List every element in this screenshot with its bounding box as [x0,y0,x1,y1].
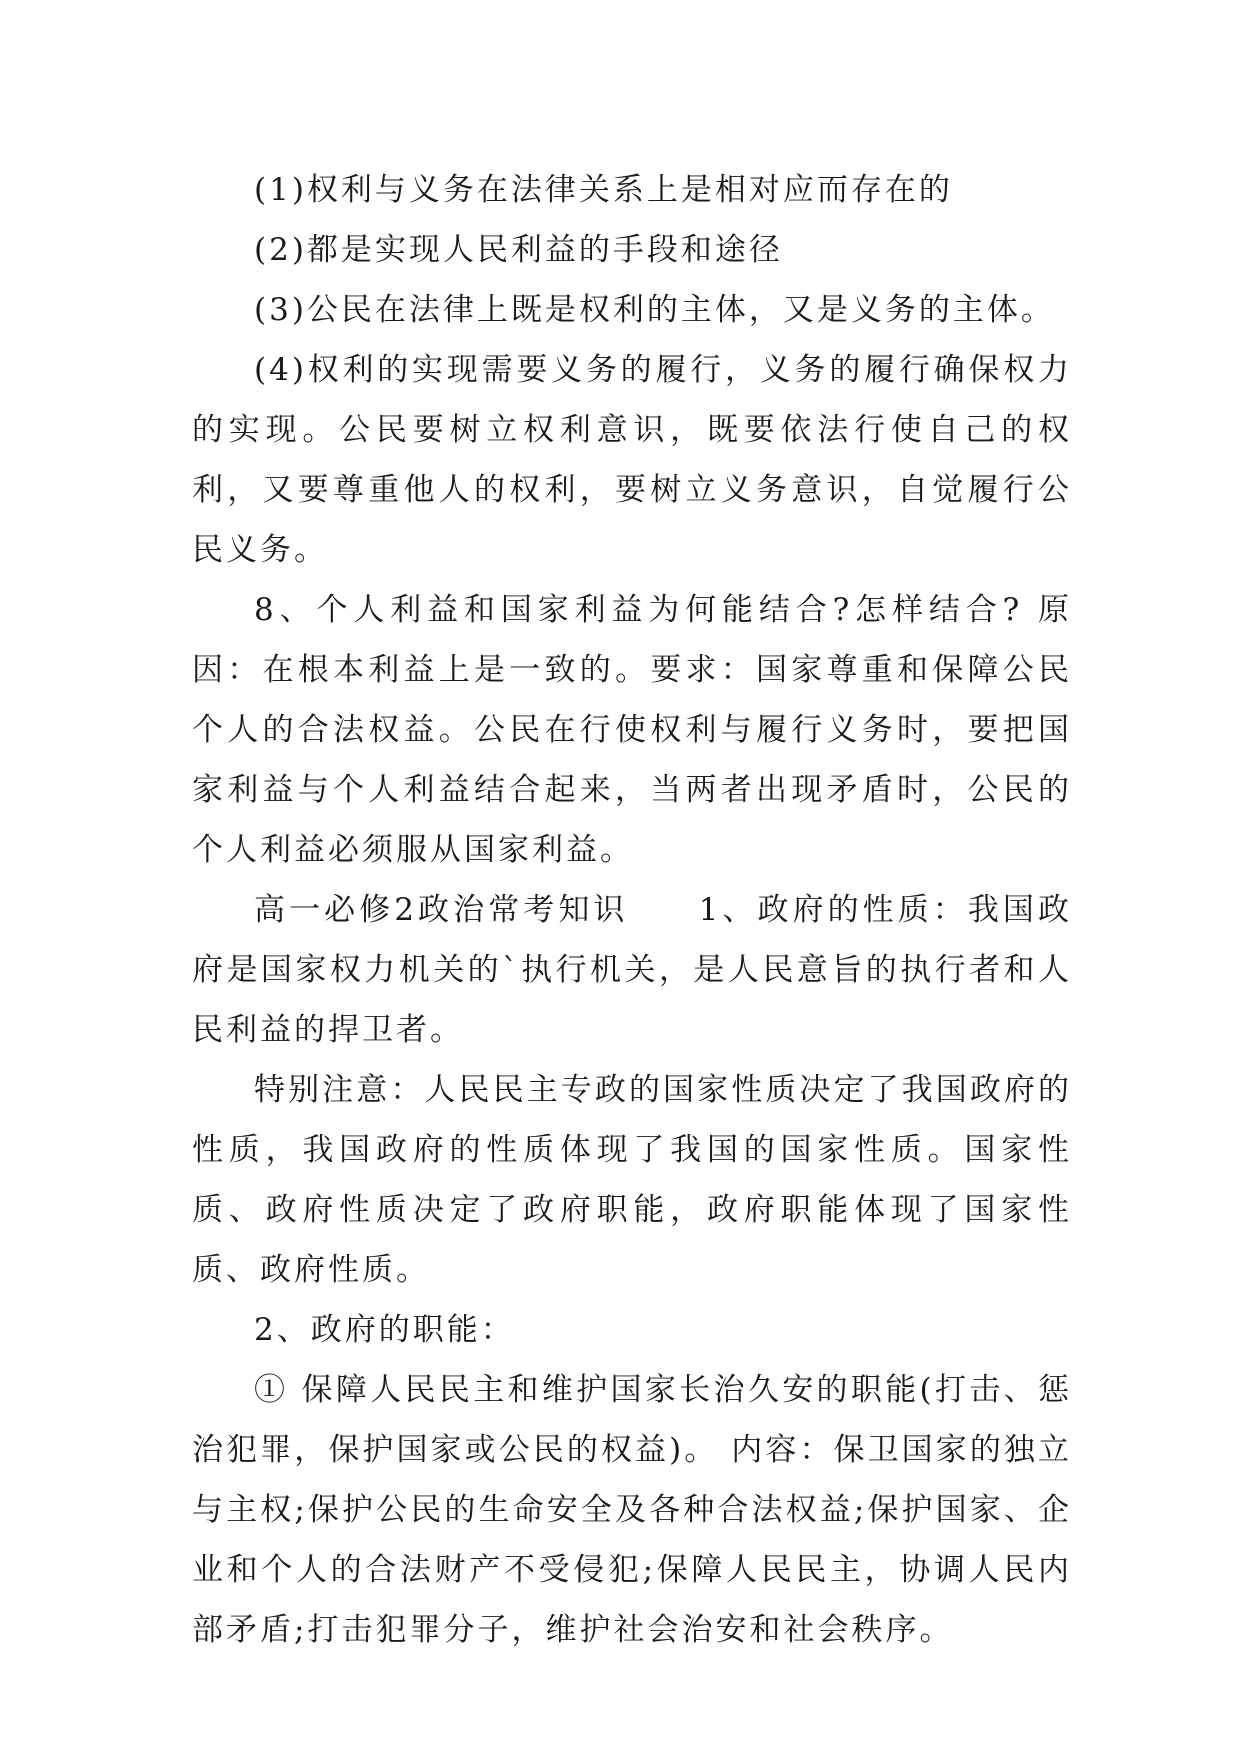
paragraph-2: (2)都是实现人民利益的手段和途径 [254,232,783,268]
paragraph-7: 特别注意：人民民主专政的国家性质决定了我国政府的性质，我国政府的性质体现了我国的国家性质。国家性质、政府性质决定了政府职能，政府职能体现了国家性质、政府性质。 [192,1072,1072,1288]
paragraph-3: (3)公民在法律上既是权利的主体，又是义务的主体。 [254,292,1055,328]
document-body [192,160,1072,1660]
paragraph-9: ① 保障人民民主和维护国家长治久安的职能(打击、惩治犯罪，保护国家或公民的权益)。 内容：保卫国家的独立与主权;保护公民的生命安全及各种合法权益;保护国家、企业和个人的合法财产不受侵犯;保障人民民主，协调人民内部矛盾;打击犯罪分子，维护社会治安和社会秩序。 [192,1372,1072,1648]
paragraph-1: (1)权利与义务在法律关系上是相对应而存在的 [254,172,953,208]
paragraph-8: 2、政府的职能： [254,1312,515,1348]
paragraph-6: 高一必修2政治常考知识 1、政府的性质：我国政府是国家权力机关的`执行机关，是人民意旨的执行者和人民利益的捍卫者。 [192,892,1072,1048]
paragraph-4: (4)权利的实现需要义务的履行，义务的履行确保权力的实现。公民要树立权利意识，既要依法行使自己的权利，又要尊重他人的权利，要树立义务意识，自觉履行公民义务。 [192,352,1072,568]
paragraph-5: 8、个人利益和国家利益为何能结合?怎样结合? 原因：在根本利益上是一致的。要求：国家尊重和保障公民个人的合法权益。公民在行使权利与履行义务时，要把国家利益与个人利益结合起来，当两者出现矛盾时，公民的个人利益必须服从国家利益。 [192,592,1072,868]
